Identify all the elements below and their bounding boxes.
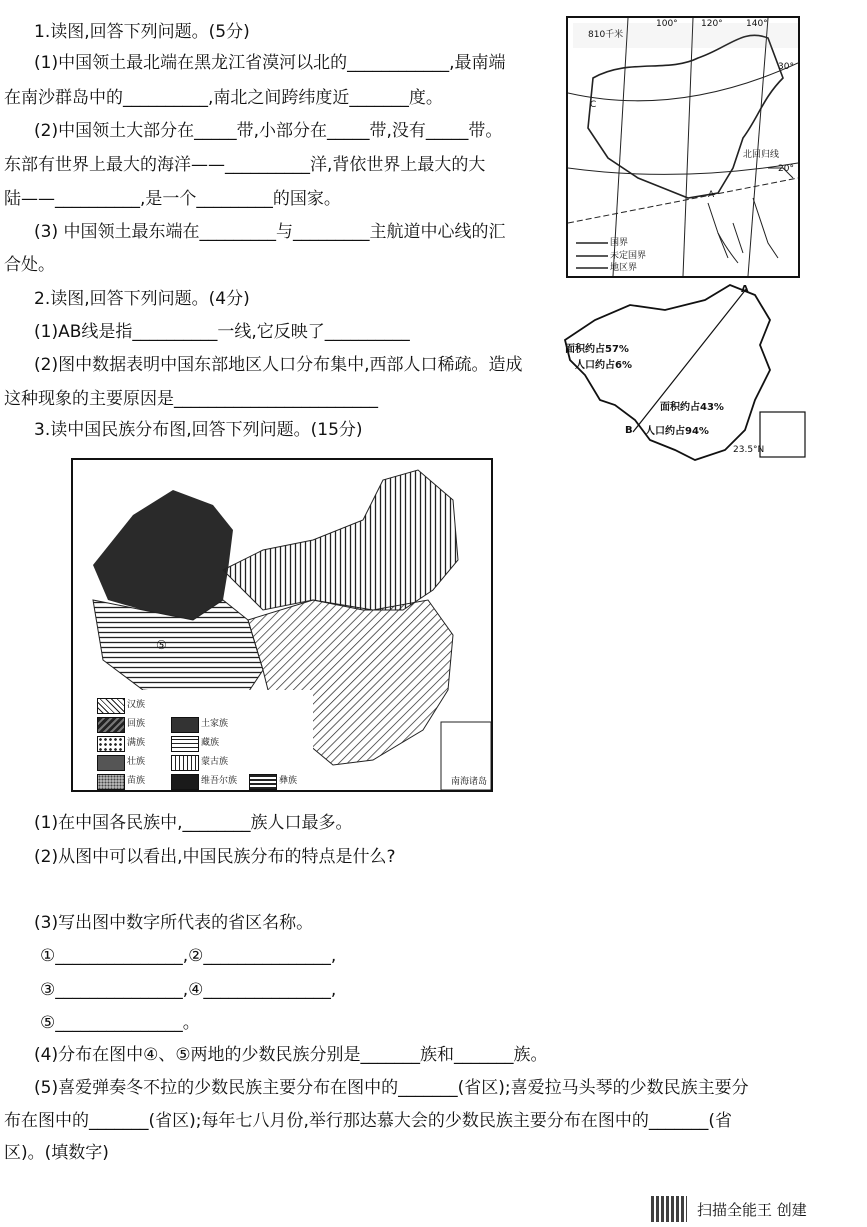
q2-title: 2.读图,回答下列问题。(4分) bbox=[34, 289, 250, 309]
q1-part2-line1: (2)中国领土大部分在_____带,小部分在_____带,没有_____带。 bbox=[34, 121, 503, 141]
q3-part4: (4)分布在图中④、⑤两地的少数民族分别是_______族和_______族。 bbox=[34, 1045, 548, 1065]
legend-menggu: 蒙古族 bbox=[201, 757, 229, 767]
region-5-label: ⑤ bbox=[156, 638, 167, 652]
q1-part1-line2: 在南沙群岛中的__________,南北之间跨纬度近_______度。 bbox=[4, 88, 443, 108]
q3-part3-row3: ⑤_______________。 bbox=[40, 1013, 200, 1033]
q1-part2-line2: 东部有世界上最大的海洋——__________洋,背依世界上最大的大 bbox=[4, 155, 486, 175]
lon-100-label: 100° bbox=[656, 19, 678, 29]
q3-part5-line1: (5)喜爱弹奏冬不拉的少数民族主要分布在图中的_______(省区);喜爱拉马头琴的少数民族主要分 bbox=[34, 1078, 749, 1098]
point-c-label: C bbox=[590, 100, 597, 110]
legend-zhuang: 壮族 bbox=[127, 757, 146, 767]
point-a-label: A bbox=[741, 284, 749, 295]
legend-swatch-miao bbox=[97, 774, 125, 790]
q3-part5-line3: 区)。(填数字) bbox=[4, 1143, 109, 1163]
scale-label: 810千米 bbox=[588, 30, 624, 40]
q2-part2-line2: 这种现象的主要原因是________________________ bbox=[4, 389, 378, 409]
legend-border: 国界 bbox=[610, 238, 629, 248]
legend-swatch-weiwuer bbox=[171, 774, 199, 790]
legend-region-border: 地区界 bbox=[610, 263, 638, 273]
legend-swatch-menggu bbox=[171, 755, 199, 771]
q3-part5-line2: 布在图中的_______(省区);每年七八月份,举行那达慕大会的少数民族主要分布在图中的_______(省 bbox=[4, 1111, 733, 1131]
legend-swatch-hui bbox=[97, 717, 125, 733]
tropic-label: 北回归线 bbox=[743, 150, 780, 160]
q1-part2-line3: 陆——__________,是一个_________的国家。 bbox=[4, 189, 341, 209]
east-population-label: 人口约占94% bbox=[645, 426, 709, 437]
q3-part3: (3)写出图中数字所代表的省区名称。 bbox=[34, 913, 314, 933]
point-b-label: B bbox=[625, 425, 633, 436]
legend-swatch-yi bbox=[249, 774, 277, 790]
east-area-label: 面积约占43% bbox=[660, 402, 724, 413]
q2-part1: (1)AB线是指__________一线,它反映了__________ bbox=[34, 322, 410, 342]
q1-title: 1.读图,回答下列问题。(5分) bbox=[34, 22, 250, 42]
territory-map bbox=[566, 16, 800, 278]
legend-hui: 回族 bbox=[127, 719, 146, 729]
q1-part3-line1: (3) 中国领土最东端在_________与_________主航道中心线的汇 bbox=[34, 222, 506, 242]
q3-title: 3.读中国民族分布图,回答下列问题。(15分) bbox=[34, 420, 363, 440]
qr-code-icon bbox=[651, 1196, 687, 1222]
q3-part3-row2: ③_______________,④_______________, bbox=[40, 980, 337, 1000]
q3-part3-row1: ①_______________,②_______________, bbox=[40, 946, 337, 966]
legend-swatch-man bbox=[97, 736, 125, 752]
ethnic-map bbox=[71, 458, 493, 792]
lon-140-label: 140° bbox=[746, 19, 768, 29]
point-a-label: A bbox=[708, 190, 715, 200]
legend-swatch-tujia bbox=[171, 717, 199, 733]
west-area-label: 面积约占57% bbox=[565, 344, 629, 355]
legend-yi: 彝族 bbox=[279, 776, 298, 786]
legend-man: 满族 bbox=[127, 738, 146, 748]
territory-map-drawing bbox=[568, 18, 798, 276]
q1-part1-line1: (1)中国领土最北端在黑龙江省漠河以北的____________,最南端 bbox=[34, 53, 506, 73]
q1-part3-line2: 合处。 bbox=[4, 255, 55, 275]
lon-120-label: 120° bbox=[701, 19, 723, 29]
legend-undefined-border: 未定国界 bbox=[610, 251, 647, 261]
q2-part2-line1: (2)图中数据表明中国东部地区人口分布集中,西部人口稀疏。造成 bbox=[34, 355, 523, 375]
population-map bbox=[555, 280, 811, 465]
west-population-label: 人口约占6% bbox=[575, 360, 632, 371]
lat-30-label: 30° bbox=[778, 62, 794, 72]
legend-zang: 藏族 bbox=[201, 738, 220, 748]
legend-swatch-zang bbox=[171, 736, 199, 752]
legend-miao: 苗族 bbox=[127, 776, 146, 786]
q3-part2: (2)从图中可以看出,中国民族分布的特点是什么? bbox=[34, 847, 396, 867]
q3-part1: (1)在中国各民族中,________族人口最多。 bbox=[34, 813, 353, 833]
lat-20-label: 20° bbox=[778, 164, 794, 174]
inset-label: 南海诸岛 bbox=[451, 777, 488, 787]
legend-han: 汉族 bbox=[127, 700, 146, 710]
legend-tujia: 土家族 bbox=[201, 719, 229, 729]
legend-swatch-han bbox=[97, 698, 125, 714]
legend-swatch-zhuang bbox=[97, 755, 125, 771]
latitude-label: 23.5°N bbox=[733, 445, 765, 455]
legend-weiwuer: 维吾尔族 bbox=[201, 776, 238, 786]
scanner-watermark: 扫描全能王 创建 bbox=[697, 1201, 807, 1219]
